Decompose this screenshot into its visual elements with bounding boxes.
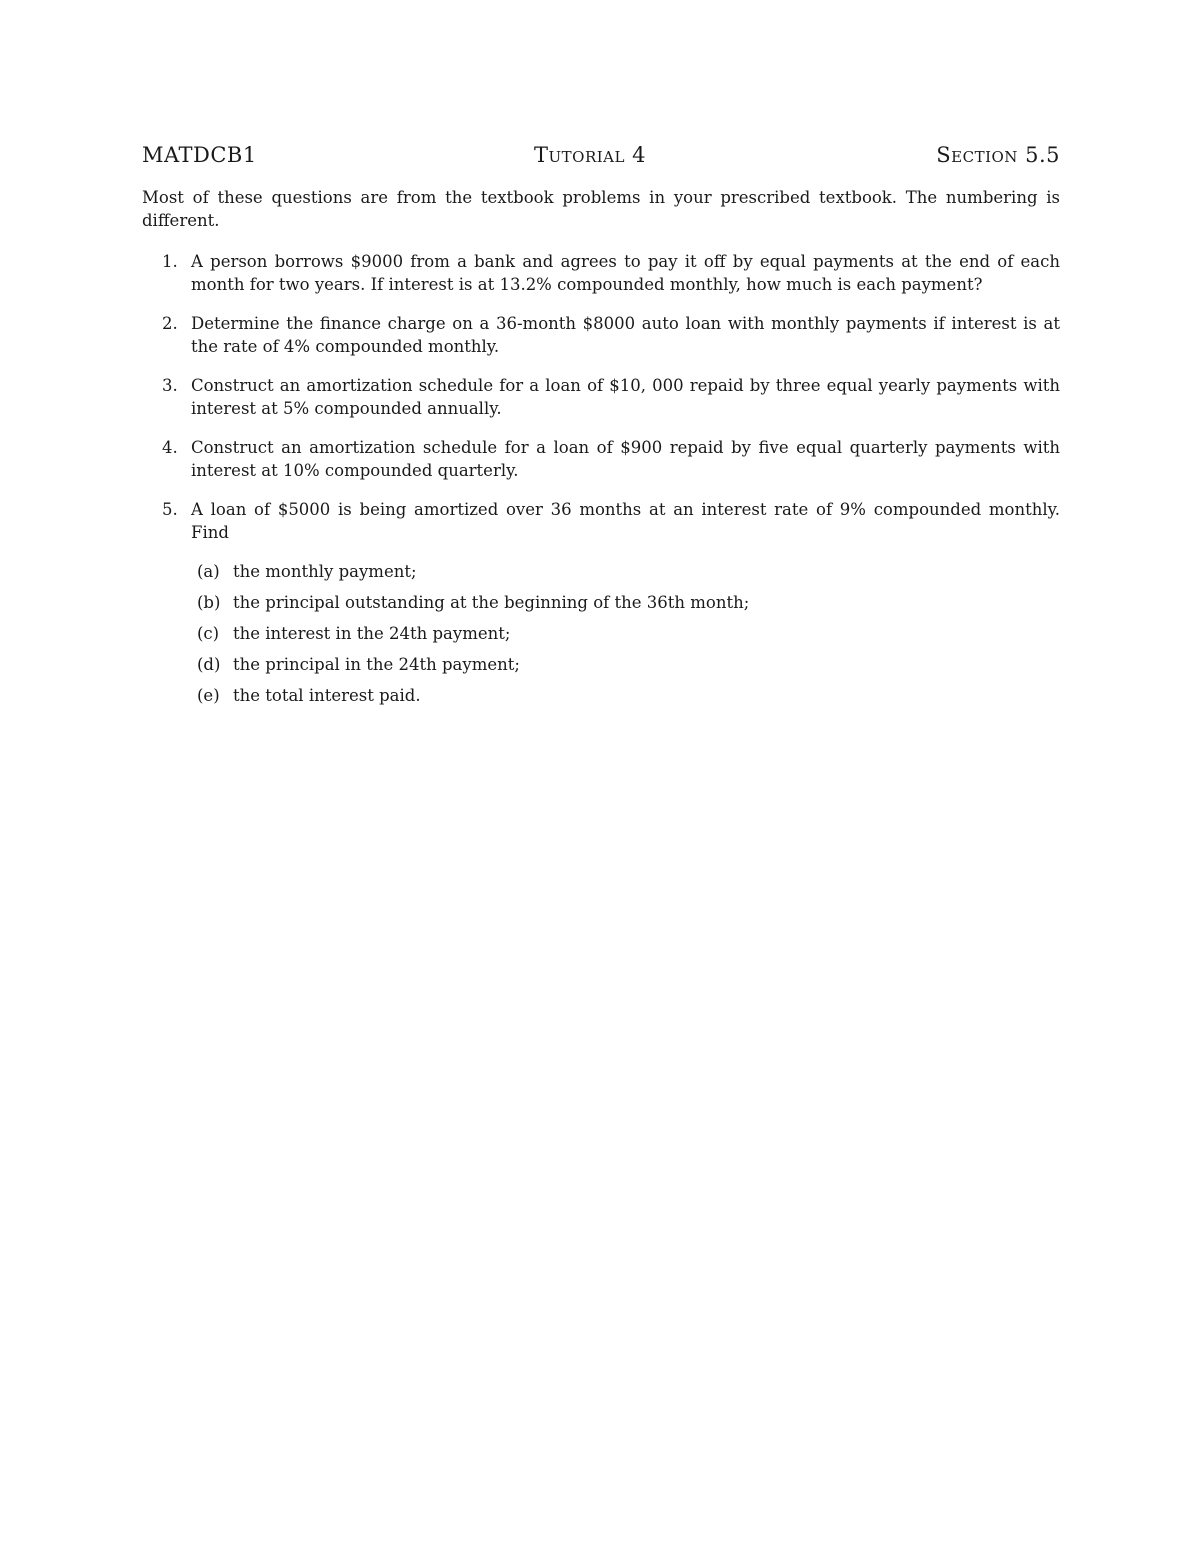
question-text: Construct an amortization schedule for a loan of $900 repaid by five equal quarterly payments with interest at 10% compounded quarterly. [191, 438, 1060, 480]
tutorial-title: Tutorial 4 [534, 143, 646, 167]
subpart-label: (a) [197, 562, 220, 581]
subpart-label: (c) [197, 624, 220, 643]
question-3 [142, 374, 1060, 420]
subpart-a [197, 560, 1060, 583]
question-5 [142, 498, 1060, 544]
subpart-text: the principal in the 24th payment; [233, 655, 520, 674]
question-2 [142, 312, 1060, 358]
subpart-d [197, 653, 1060, 676]
subpart-label: (d) [197, 655, 221, 674]
question-number: 1. [162, 252, 178, 271]
question-5-subparts [142, 560, 1060, 707]
page-header [142, 140, 1060, 170]
question-1 [142, 250, 1060, 296]
subpart-label: (b) [197, 593, 221, 612]
course-code: MATDCB1 [142, 143, 257, 167]
subpart-e [197, 684, 1060, 707]
subpart-b [197, 591, 1060, 614]
question-list [142, 250, 1060, 715]
subpart-c [197, 622, 1060, 645]
question-number: 5. [162, 500, 178, 519]
question-4 [142, 436, 1060, 482]
question-number: 4. [162, 438, 178, 457]
question-text: A person borrows $9000 from a bank and agrees to pay it off by equal payments at the end of each month for two years. If interest is at 13.2% compounded monthly, how much is each payment? [191, 252, 1060, 294]
question-number: 3. [162, 376, 178, 395]
subpart-text: the principal outstanding at the beginning of the 36th month; [233, 593, 750, 612]
question-text: Construct an amortization schedule for a loan of $10, 000 repaid by three equal yearly payments with interest at 5% compounded annually. [191, 376, 1060, 418]
question-text: Determine the finance charge on a 36-month $8000 auto loan with monthly payments if interest is at the rate of 4% compounded monthly. [191, 314, 1060, 356]
question-text: A loan of $5000 is being amortized over 36 months at an interest rate of 9% compounded monthly. Find [191, 500, 1060, 542]
subpart-text: the monthly payment; [233, 562, 417, 581]
subpart-text: the total interest paid. [233, 686, 421, 705]
intro-paragraph: Most of these questions are from the textbook problems in your prescribed textbook. The numbering is different. [142, 188, 1060, 230]
section-number: Section 5.5 [936, 143, 1060, 167]
subpart-label: (e) [197, 686, 220, 705]
subpart-text: the interest in the 24th payment; [233, 624, 511, 643]
question-number: 2. [162, 314, 178, 333]
